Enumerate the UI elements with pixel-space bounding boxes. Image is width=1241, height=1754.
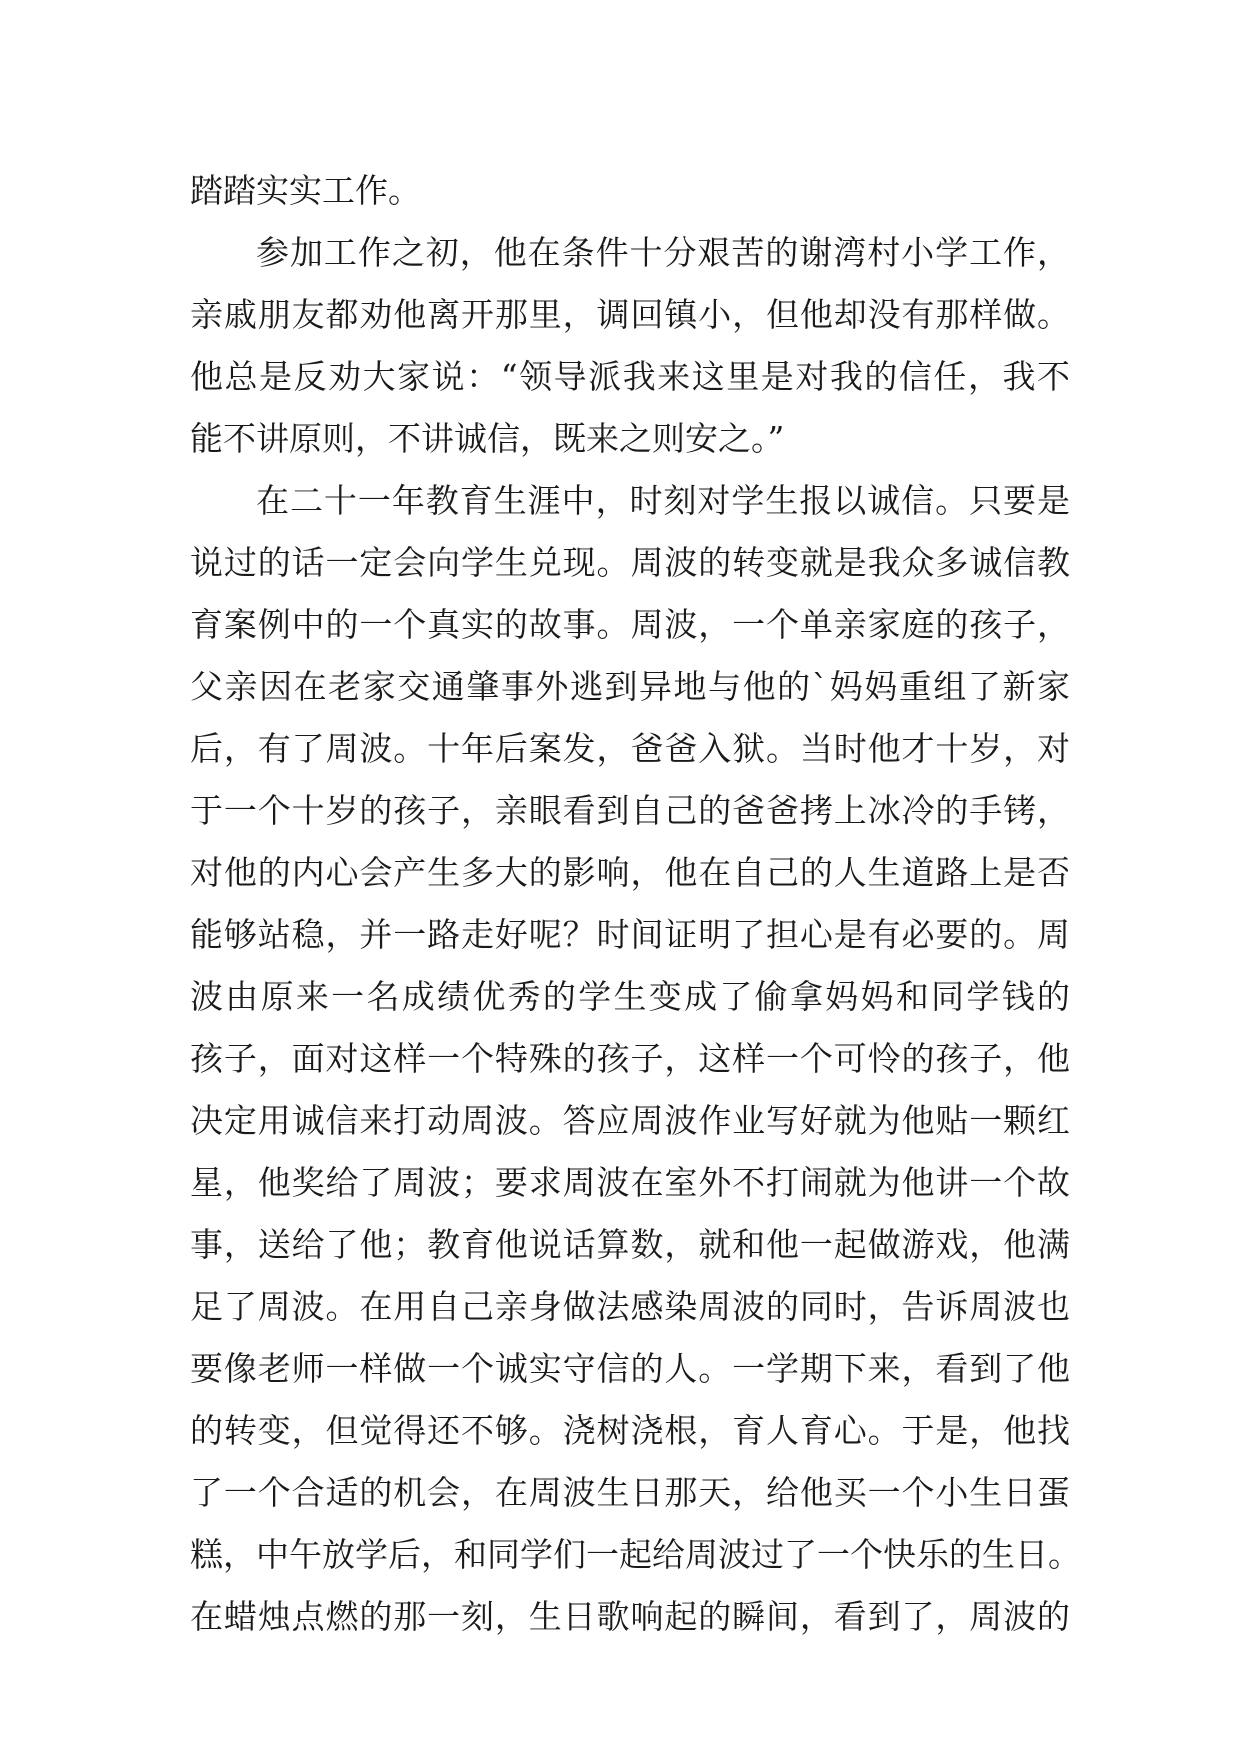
text-line: 糕，中午放学后，和同学们一起给周波过了一个快乐的生日。 (190, 1535, 1081, 1574)
text-line: 星，他奖给了周波；要求周波在室外不打闹就为他讲一个故 (190, 1163, 1070, 1202)
text-line: 孩子，面对这样一个特殊的孩子，这样一个可怜的孩子，他 (190, 1039, 1070, 1078)
text-line: 波由原来一名成绩优秀的学生变成了偷拿妈妈和同学钱的 (190, 977, 1070, 1016)
text-line: 在蜡烛点燃的那一刻，生日歌响起的瞬间，看到了，周波的 (190, 1597, 1070, 1636)
text-line: 他总是反劝大家说：“领导派我来这里是对我的信任，我不 (190, 357, 1070, 396)
text-line: 足了周波。在用自己亲身做法感染周波的同时，告诉周波也 (190, 1287, 1070, 1326)
text-line: 能够站稳，并一路走好呢？时间证明了担心是有必要的。周 (190, 915, 1070, 954)
text-line: 踏踏实实工作。 (190, 171, 421, 210)
text-line: 了一个合适的机会，在周波生日那天，给他买一个小生日蛋 (190, 1473, 1070, 1512)
text-line: 对他的内心会产生多大的影响，他在自己的人生道路上是否 (190, 853, 1070, 892)
text-line: 后，有了周波。十年后案发，爸爸入狱。当时他才十岁，对 (190, 729, 1070, 768)
text-line: 育案例中的一个真实的故事。周波，一个单亲家庭的孩子， (190, 605, 1070, 644)
text-line: 说过的话一定会向学生兑现。周波的转变就是我众多诚信教 (190, 543, 1070, 582)
paragraph-first-line: 在二十一年教育生涯中，时刻对学生报以诚信。只要是 (256, 481, 1070, 520)
text-line: 于一个十岁的孩子，亲眼看到自己的爸爸拷上冰冷的手铐， (190, 791, 1070, 830)
text-line: 父亲因在老家交通肇事外逃到异地与他的`妈妈重组了新家 (190, 667, 1070, 706)
paragraph-first-line: 参加工作之初，他在条件十分艰苦的谢湾村小学工作， (256, 233, 1070, 272)
text-line: 能不讲原则，不讲诚信，既来之则安之。” (190, 419, 785, 458)
text-line: 事，送给了他；教育他说话算数，就和他一起做游戏，他满 (190, 1225, 1070, 1264)
text-line: 要像老师一样做一个诚实守信的人。一学期下来，看到了他 (190, 1349, 1070, 1388)
text-line: 的转变，但觉得还不够。浇树浇根，育人育心。于是，他找 (190, 1411, 1070, 1450)
text-line: 亲戚朋友都劝他离开那里，调回镇小，但他却没有那样做。 (190, 295, 1070, 334)
text-line: 决定用诚信来打动周波。答应周波作业写好就为他贴一颗红 (190, 1101, 1070, 1140)
body-text (190, 160, 1081, 1648)
